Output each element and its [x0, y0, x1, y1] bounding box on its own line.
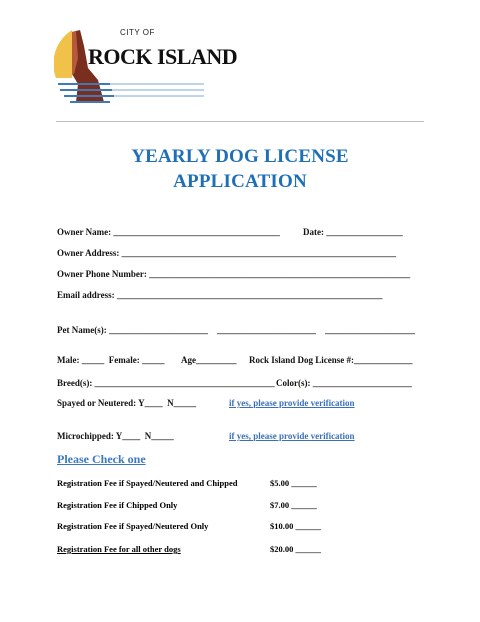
- form-title-line2: APPLICATION: [173, 171, 307, 192]
- color-field[interactable]: Color(s): ______________________: [276, 378, 412, 388]
- logo-city-name: ROCK ISLAND: [88, 44, 238, 69]
- owner-address-field[interactable]: Owner Address: _____________________________________________________________: [57, 248, 397, 258]
- fee-amount-spayed-only[interactable]: $10.00 ______: [270, 521, 321, 531]
- date-field[interactable]: Date: _________________: [303, 227, 403, 237]
- fee-amount-all-other[interactable]: $20.00 ______: [270, 544, 321, 554]
- fee-label-spayed-chipped: Registration Fee if Spayed/Neutered and Chipped: [57, 478, 238, 488]
- rock-island-logo: [54, 28, 214, 114]
- fee-amount-spayed-chipped[interactable]: $5.00 ______: [270, 478, 317, 488]
- fee-label-chipped-only: Registration Fee if Chipped Only: [57, 500, 178, 510]
- pet-names-field[interactable]: Pet Name(s): ______________________ ______________________ ____________________: [57, 325, 415, 335]
- fee-amount-chipped-only[interactable]: $7.00 ______: [270, 500, 317, 510]
- email-field[interactable]: Email address: ___________________________________________________________: [57, 290, 383, 300]
- check-one-heading: Please Check one: [57, 452, 146, 466]
- logo-city-of: CITY OF: [120, 28, 155, 37]
- fee-label-spayed-only: Registration Fee if Spayed/Neutered Only: [57, 521, 209, 531]
- age-field[interactable]: Age_________: [181, 355, 237, 365]
- header-divider: [56, 121, 424, 122]
- owner-name-field[interactable]: Owner Name: _____________________________________: [57, 227, 280, 237]
- form-title-line1: YEARLY DOG LICENSE: [131, 146, 349, 167]
- fee-label-all-other: Registration Fee for all other dogs: [57, 544, 181, 554]
- microchip-verification-note: if yes, please provide verification: [229, 431, 355, 441]
- license-number-field[interactable]: Rock Island Dog License #:_____________: [249, 355, 413, 365]
- spayed-verification-note: if yes, please provide verification: [229, 398, 355, 408]
- sex-field[interactable]: Male: _____ Female: _____: [57, 355, 165, 365]
- breed-field[interactable]: Breed(s): ________________________________________: [57, 378, 275, 388]
- microchipped-field[interactable]: Microchipped: Y____ N_____: [57, 431, 174, 441]
- owner-phone-field[interactable]: Owner Phone Number: __________________________________________________________: [57, 269, 411, 279]
- spayed-neutered-field[interactable]: Spayed or Neutered: Y____ N_____: [57, 398, 197, 408]
